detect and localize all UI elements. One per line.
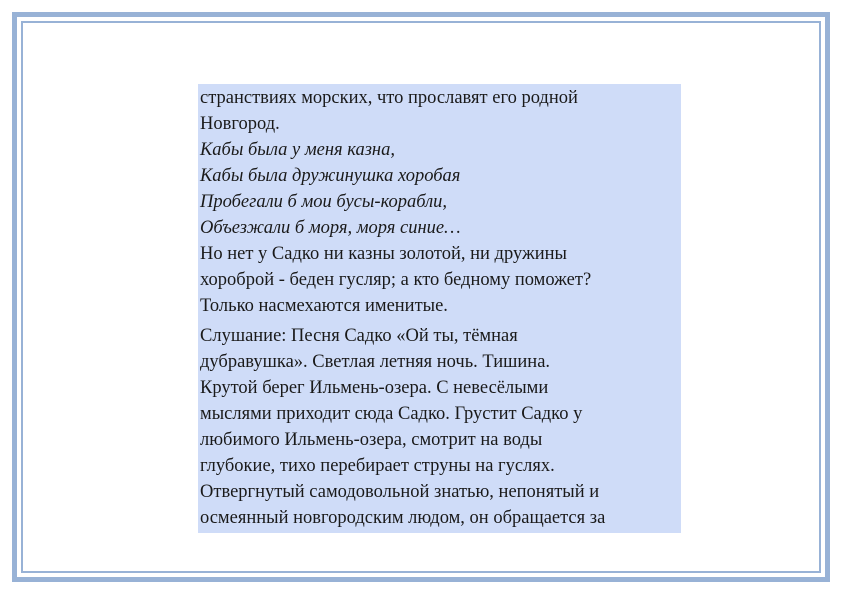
text-line: Но нет у Садко ни казны золотой, ни дружины <box>200 244 567 264</box>
text-line: глубокие, тихо перебирает струны на гуслях. <box>200 456 555 476</box>
text-line: любимого Ильмень-озера, смотрит на воды <box>200 430 543 450</box>
text-line: дубравушка». Светлая летняя ночь. Тишина. <box>200 352 551 372</box>
text-line: странствиях морских, что прославят его родной <box>200 88 578 108</box>
paragraph-intro <box>200 85 681 137</box>
text-box <box>198 84 681 533</box>
verse-line: Кабы была дружинушка хоробая <box>200 166 461 186</box>
text-line: мыслями приходит сюда Садко. Грустит Садко у <box>200 404 583 424</box>
text-line: Отвергнутый самодовольной знатью, непонятый и <box>200 482 600 502</box>
paragraph-listening <box>200 323 681 531</box>
text-line: хороброй - беден гусляр; а кто бедному поможет? <box>200 270 592 290</box>
verse-quote <box>200 137 681 241</box>
text-line: Крутой берег Ильмень-озера. С невесёлыми <box>200 378 549 398</box>
text-line: осмеянный новгородским людом, он обращается за <box>200 508 606 528</box>
text-line: Только насмехаются именитые. <box>200 296 448 316</box>
verse-line: Пробегали б мои бусы-корабли, <box>200 192 448 212</box>
text-line: Новгород. <box>200 114 280 134</box>
verse-line: Объезжали б моря, моря синие… <box>200 218 461 238</box>
paragraph-poverty <box>200 241 681 319</box>
text-line: Слушание: Песня Садко «Ой ты, тёмная <box>200 326 518 346</box>
verse-line: Кабы была у меня казна, <box>200 140 395 160</box>
